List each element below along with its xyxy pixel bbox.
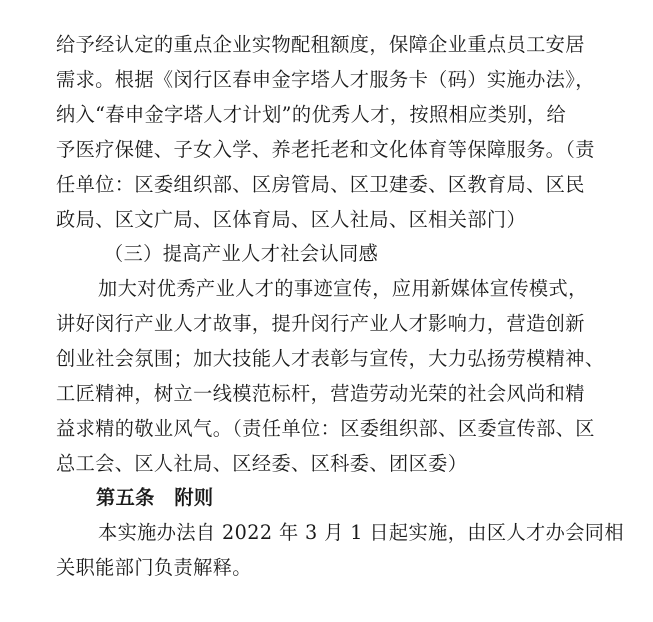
paragraph-2-line-6: 总工会、区人社局、区经委、区科委、团区委） xyxy=(56,452,468,475)
paragraph-1-line-3: 纳入“春申金字塔人才计划”的优秀人才，按照相应类别，给 xyxy=(56,103,567,126)
paragraph-1-line-2: 需求。根据《闵行区春申金字塔人才服务卡（码）实施办法》， xyxy=(56,68,595,91)
paragraph-1-line-6: 政局、区文广局、区体育局、区人社局、区相关部门） xyxy=(56,208,527,231)
paragraph-2-line-1: 加大对优秀产业人才的事迹宣传，应用新媒体宣传模式， xyxy=(98,277,588,300)
paragraph-2-line-2: 讲好闵行产业人才故事，提升闵行产业人才影响力，营造创新 xyxy=(56,312,585,335)
paragraph-1-line-5: 任单位：区委组织部、区房管局、区卫建委、区教育局、区民 xyxy=(56,173,585,196)
article-heading: 第五条 附则 xyxy=(96,486,214,509)
paragraph-2-line-5: 益求精的敬业风气。（责任单位：区委组织部、区委宣传部、区 xyxy=(56,417,595,440)
paragraph-1-line-1: 给予经认定的重点企业实物配租额度，保障企业重点员工安居 xyxy=(56,33,585,56)
paragraph-2-line-4: 工匠精神，树立一线模范标杆，营造劳动光荣的社会风尚和精 xyxy=(56,382,585,405)
paragraph-3-line-2: 关职能部门负责解释。 xyxy=(56,556,252,579)
section-heading: （三）提高产业人才社会认同感 xyxy=(104,242,379,265)
paragraph-1-line-4: 予医疗保健、子女入学、养老托老和文化体育等保障服务。（责 xyxy=(56,138,595,161)
paragraph-3-line-1: 本实施办法自 2022 年 3 月 1 日起实施，由区人才办会同相 xyxy=(98,521,624,544)
paragraph-2-line-3: 创业社会氛围；加大技能人才表彰与宣传，大力弘扬劳模精神、 xyxy=(56,347,605,370)
